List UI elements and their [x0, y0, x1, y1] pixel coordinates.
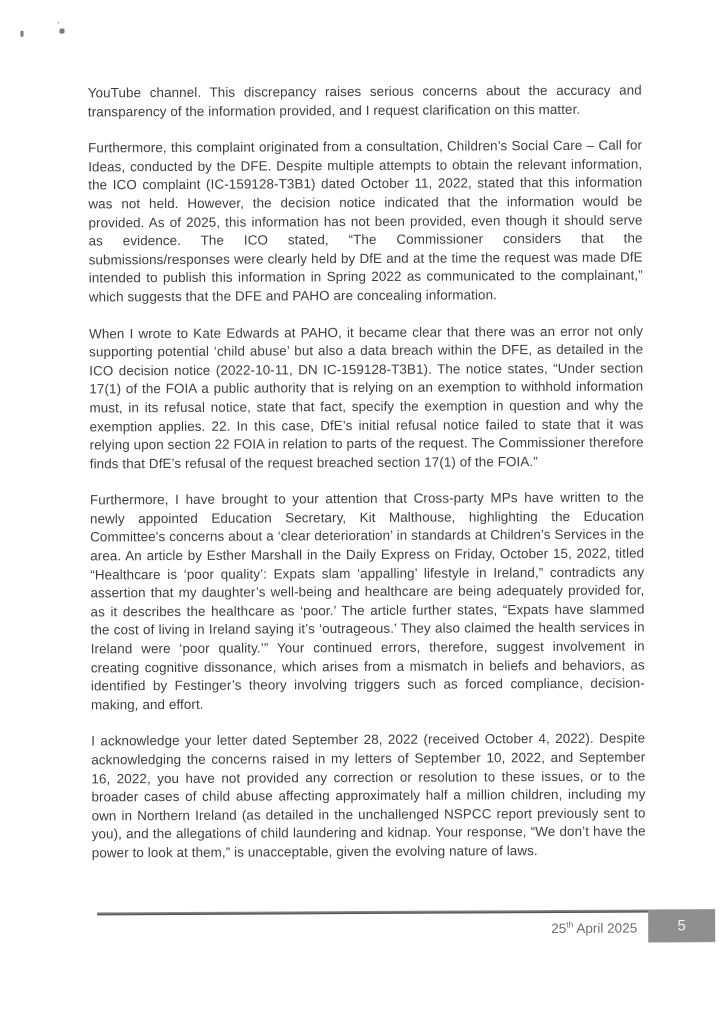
footer-date-day: 25	[551, 920, 567, 937]
paragraph: Furthermore, this complaint originated from a consultation, Children’s Social Care – Call for Ideas, conducted by the DFE. Despite multiple attempts to obtain the relevant information, the ICO complaint (IC-159128-T3B1) dated October 11, 2022, stated that this information was not held. However, the decision notice indicated that the information would be provided. As of 2025, this information has not been provided, even though it should serve as evidence. The ICO stated, “The Commissioner considers that the submissions/responses were clearly held by DfE and at the time the request was made DfE intended to publish this information in Spring 2022 as communicated to the complainant,” which suggests that the DFE and PAHO are concealing information.	[88, 137, 643, 305]
page-number: 5	[677, 917, 686, 935]
footer-date-rest: April 2025	[573, 920, 638, 936]
scan-speck	[57, 22, 59, 24]
page-number-badge	[648, 909, 715, 942]
footer-date-suffix: th	[566, 919, 574, 930]
paragraph: Furthermore, I have brought to your attention that Cross-party MPs have written to the newly appointed Education Secretary, Kit Malthouse, highlighting the Education Committee's concerns about a ‘clear deterioration’ in standards at Children’s Services in the area. An article by Esther Marshall in the Daily Express on Friday, October 15, 2022, titled “Healthcare is ‘poor quality’: Expats slam ‘appalling’ lifestyle in Ireland,” contradicts any assertion that my daughter’s well-being and healthcare are being adequately provided for, as it describes the healthcare as ‘poor.’ The article further states, “Expats have slammed the cost of living in Ireland saying it’s ‘outrageous.’ They also claimed the health services in Ireland were ‘poor quality.’” Your continued errors, therefore, suggest involvement in creating cognitive dissonance, which arises from a mismatch in beliefs and behaviors, as identified by Festinger’s theory involving triggers such as forced compliance, decision-making, and effort.	[89, 489, 645, 713]
footer-date	[362, 920, 637, 939]
scan-speck	[20, 31, 23, 37]
footer-divider	[97, 910, 648, 916]
paragraph: YouTube channel. This discrepancy raises serious concerns about the accuracy and transparency of the information provided, and I request clarification on this matter.	[87, 82, 642, 120]
paragraph: When I wrote to Kate Edwards at PAHO, it became clear that there was an error not only supporting potential ‘child abuse’ but also a data breach within the DFE, as detailed in the ICO decision notice (2022-10-11, DN IC-159128-T3B1). The notice states, “Under section 17(1) of the FOIA a public authority that is relying on an exemption to withhold information must, in its refusal notice, state that fact, specify the exemption in question and why the exemption applies. 22. In this case, DfE’s initial refusal notice failed to state that it was relying upon section 22 FOIA in relation to parts of the request. The Commissioner therefore finds that DfE’s refusal of the request breached section 17(1) of the FOIA.”	[89, 323, 644, 472]
letter-body	[88, 82, 646, 863]
scan-speck	[59, 29, 64, 34]
paragraph: I acknowledge your letter dated September 28, 2022 (received October 4, 2022). Despite acknowledging the concerns raised in my letters of September 10, 2022, and September 16, 2022, you have not provided any correction or resolution to these issues, or to the broader cases of child abuse affecting approximately half a million children, including my own in Northern Ireland (as detailed in the unchallenged NSPCC report previously sent to you), and the allegations of child laundering and kidnap. Your response, “We don’t have the power to look at them,” is unacceptable, given the evolving nature of laws.	[91, 730, 646, 861]
